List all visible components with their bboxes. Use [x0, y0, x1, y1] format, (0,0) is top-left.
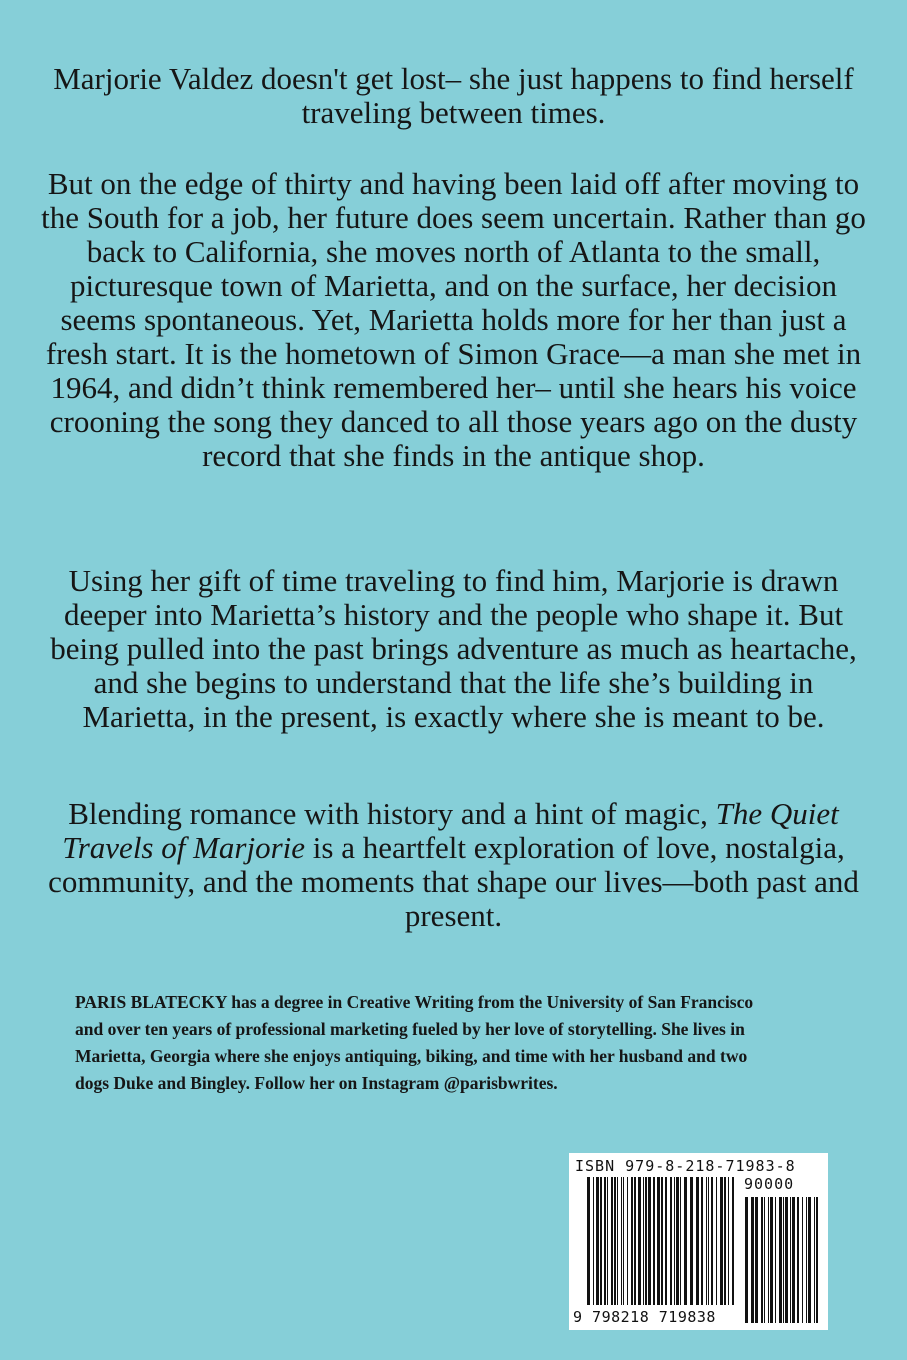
barcode-bar	[674, 1177, 675, 1305]
blurb-paragraph-1: Marjorie Valdez doesn't get lost– she just happens to find herself traveling between times.	[53, 61, 854, 130]
barcode-bar	[775, 1197, 776, 1323]
author-bio: PARIS BLATECKY has a degree in Creative Writing from the University of San Francisco and over ten years of professional marketing fueled by her love of storytelling. She lives in Marietta, Georgia where she enjoys antiquing, biking, and time with her husband and two dogs Duke and Bingley. Follow her on Instagram @parisbwrites.	[75, 992, 754, 1093]
barcode-bar	[701, 1177, 703, 1305]
barcode-bar	[751, 1197, 754, 1323]
price-addon: 90000	[744, 1175, 795, 1193]
blurb-paragraph-4-tail: is a heartfelt exploration of love, nostalgia, community, and the moments that shape our lives—both past and present.	[48, 830, 859, 933]
barcode-bar	[607, 1177, 608, 1305]
barcode-bar	[604, 1177, 606, 1305]
barcode-bar	[728, 1177, 729, 1305]
barcode-bar	[653, 1177, 655, 1305]
barcode-bar	[724, 1177, 726, 1305]
barcode-bar	[779, 1197, 782, 1323]
barcode-bar	[720, 1177, 723, 1305]
barcode-bar	[593, 1177, 594, 1305]
barcode-bar	[802, 1197, 803, 1323]
isbn-barcode	[569, 1153, 828, 1330]
barcode-bar	[587, 1177, 590, 1305]
blurb-paragraph-3: Using her gift of time traveling to find him, Marjorie is drawn deeper into Marietta’s history and the people who shape it. But being pulled into the past brings adventure as much as heartache, and she begins to understand that the life she’s building in Marietta, in the present, is exactly where she is meant to be.	[50, 563, 857, 734]
barcode-bar	[645, 1177, 647, 1305]
barcode-bar	[648, 1177, 651, 1305]
barcode-bar	[770, 1197, 773, 1323]
barcode-bar	[617, 1177, 618, 1305]
barcode-bar	[631, 1177, 633, 1305]
barcode-bar	[816, 1197, 818, 1323]
barcode-digits: 9 798218 719838	[573, 1308, 716, 1326]
barcode-bar	[806, 1197, 807, 1323]
barcode-bar	[621, 1177, 622, 1305]
barcode-bar	[614, 1177, 616, 1305]
barcode-bar	[716, 1177, 717, 1305]
barcode-bar	[797, 1197, 799, 1323]
barcode-bar	[676, 1177, 679, 1305]
barcode-bar	[814, 1197, 815, 1323]
barcode-bar	[711, 1177, 713, 1305]
barcode-bar	[596, 1177, 599, 1305]
barcode-bar	[792, 1197, 795, 1323]
barcode-bar	[657, 1177, 660, 1305]
barcode-bar	[761, 1197, 763, 1323]
barcode-bar	[783, 1197, 784, 1323]
barcode-bar	[690, 1177, 693, 1305]
blurb-paragraph-2: But on the edge of thirty and having been laid off after moving to the South for a job, her future does seem uncertain. Rather than go back to California, she moves north of Atlanta to the small, picturesque town of Marietta, and on the surface, her decision seems spontaneous. Yet, Marietta holds more for her than just a fresh start. It is the hometown of Simon Grace—a man she met in 1964, and didn’t think remembered her– until she hears his voice crooning the song they danced to all those years ago on the dusty record that she finds in the antique shop.	[41, 166, 866, 473]
barcode-bar	[643, 1177, 644, 1305]
blurb-paragraph-4-lead: Blending romance with history and a hint of magic,	[68, 796, 716, 831]
barcode-bar	[634, 1177, 636, 1305]
book-title: The Quiet Travels of Marjorie	[62, 796, 839, 865]
barcode-bar	[611, 1177, 613, 1305]
barcode-bar	[696, 1177, 699, 1305]
barcode-bar	[764, 1197, 765, 1323]
barcode-bar	[661, 1177, 663, 1305]
barcode-bar	[768, 1197, 769, 1323]
barcode-bar	[684, 1177, 687, 1305]
barcode-bar	[808, 1197, 811, 1323]
blurb-paragraph-4	[40, 797, 867, 933]
barcode-bar	[665, 1177, 667, 1305]
barcode-bar	[785, 1197, 788, 1323]
barcode-bar	[680, 1177, 681, 1305]
barcode-bar	[745, 1197, 748, 1323]
barcode-bar	[627, 1177, 628, 1305]
barcode-bar	[623, 1177, 624, 1305]
barcode-bar	[755, 1197, 758, 1323]
barcode-bar	[732, 1177, 734, 1305]
isbn-label: ISBN 979-8-218-71983-8	[575, 1157, 796, 1175]
barcode-bar	[638, 1177, 641, 1305]
barcode-bar	[670, 1177, 672, 1305]
barcode-bar	[708, 1177, 709, 1305]
barcode-bar	[790, 1197, 791, 1323]
barcode-bar	[706, 1177, 707, 1305]
barcode-bar	[600, 1177, 602, 1305]
